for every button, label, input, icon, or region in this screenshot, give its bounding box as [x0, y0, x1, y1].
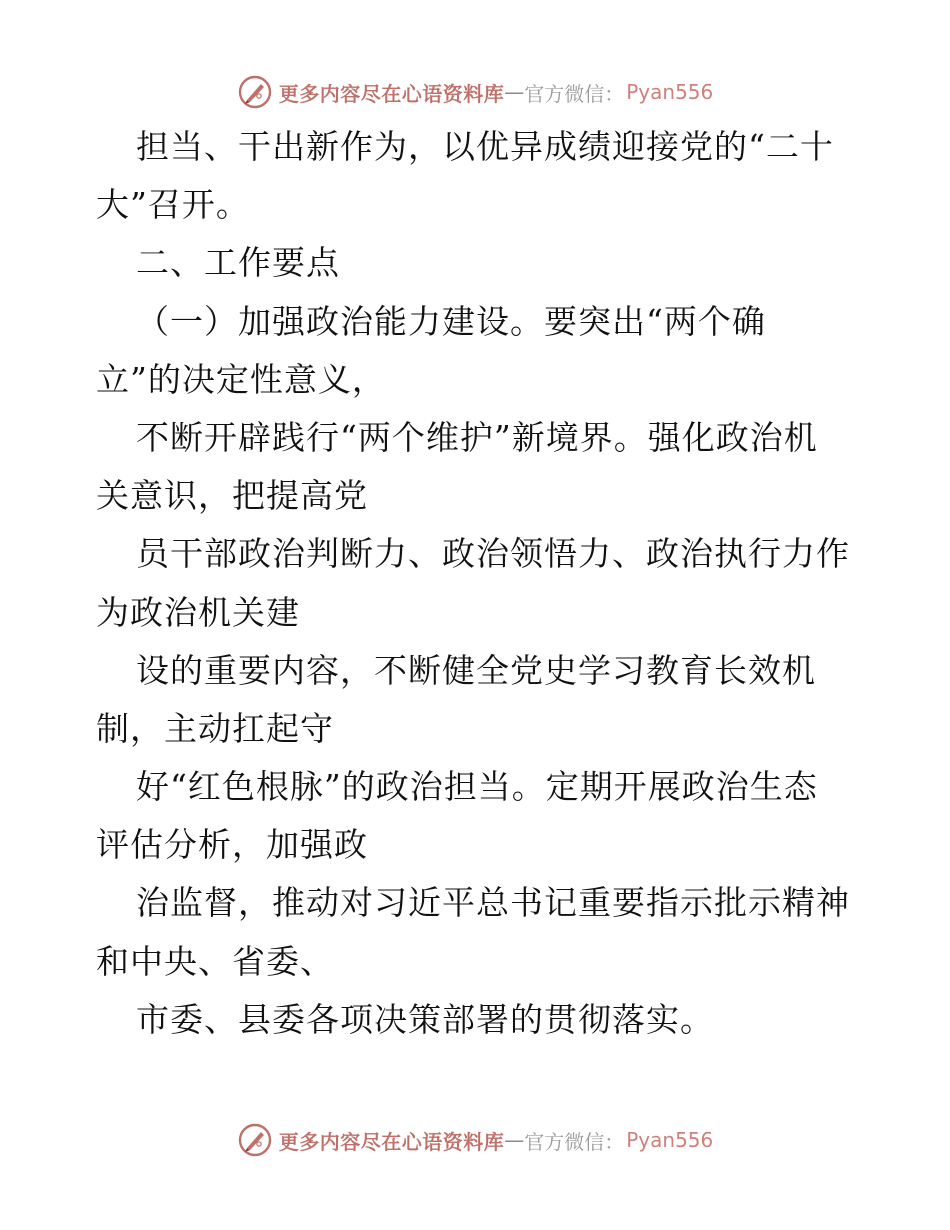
quill-pen-logo-icon	[237, 74, 273, 110]
body-line: 评估分析，加强政	[96, 825, 368, 865]
banner-contact-handle: Pyan556	[626, 80, 714, 104]
body-line: 和中央、省委、	[96, 941, 334, 981]
body-line: 治监督，推动对习近平总书记重要指示批示精神	[136, 883, 850, 923]
body-line: 员干部政治判断力、政治领悟力、政治执行力作	[136, 534, 850, 574]
banner-contact-handle: Pyan556	[626, 1128, 714, 1152]
footer-banner	[0, 1118, 950, 1162]
body-line: 不断开辟践行“两个维护”新境界。强化政治机	[136, 417, 818, 457]
banner-title: 更多内容尽在心语资料库	[278, 1129, 505, 1154]
body-line: 大”召开。	[96, 185, 250, 225]
banner-title: 更多内容尽在心语资料库	[278, 81, 505, 106]
banner-separator: —	[504, 1128, 525, 1152]
quill-pen-logo-icon	[237, 1122, 273, 1158]
body-line: 关意识，把提高党	[96, 476, 368, 516]
body-line: 立”的决定性意义，	[96, 359, 386, 399]
header-banner	[0, 70, 950, 114]
body-line: （一）加强政治能力建设。要突出“两个确	[136, 301, 766, 341]
body-line: 好“红色根脉”的政治担当。定期开展政治生态	[136, 767, 818, 807]
banner-contact-label: 官方微信：	[524, 81, 625, 106]
body-line: 制，主动扛起守	[96, 708, 334, 748]
document-body	[96, 118, 856, 1049]
banner-separator: —	[504, 80, 525, 104]
banner-contact-label: 官方微信：	[524, 1129, 625, 1154]
section-heading: 二、工作要点	[136, 243, 340, 283]
body-line: 为政治机关建	[96, 592, 300, 632]
body-line: 设的重要内容，不断健全党史学习教育长效机	[136, 650, 816, 690]
body-line: 市委、县委各项决策部署的贯彻落实。	[136, 999, 714, 1039]
body-line: 担当、干出新作为，以优异成绩迎接党的“二十	[136, 127, 834, 166]
